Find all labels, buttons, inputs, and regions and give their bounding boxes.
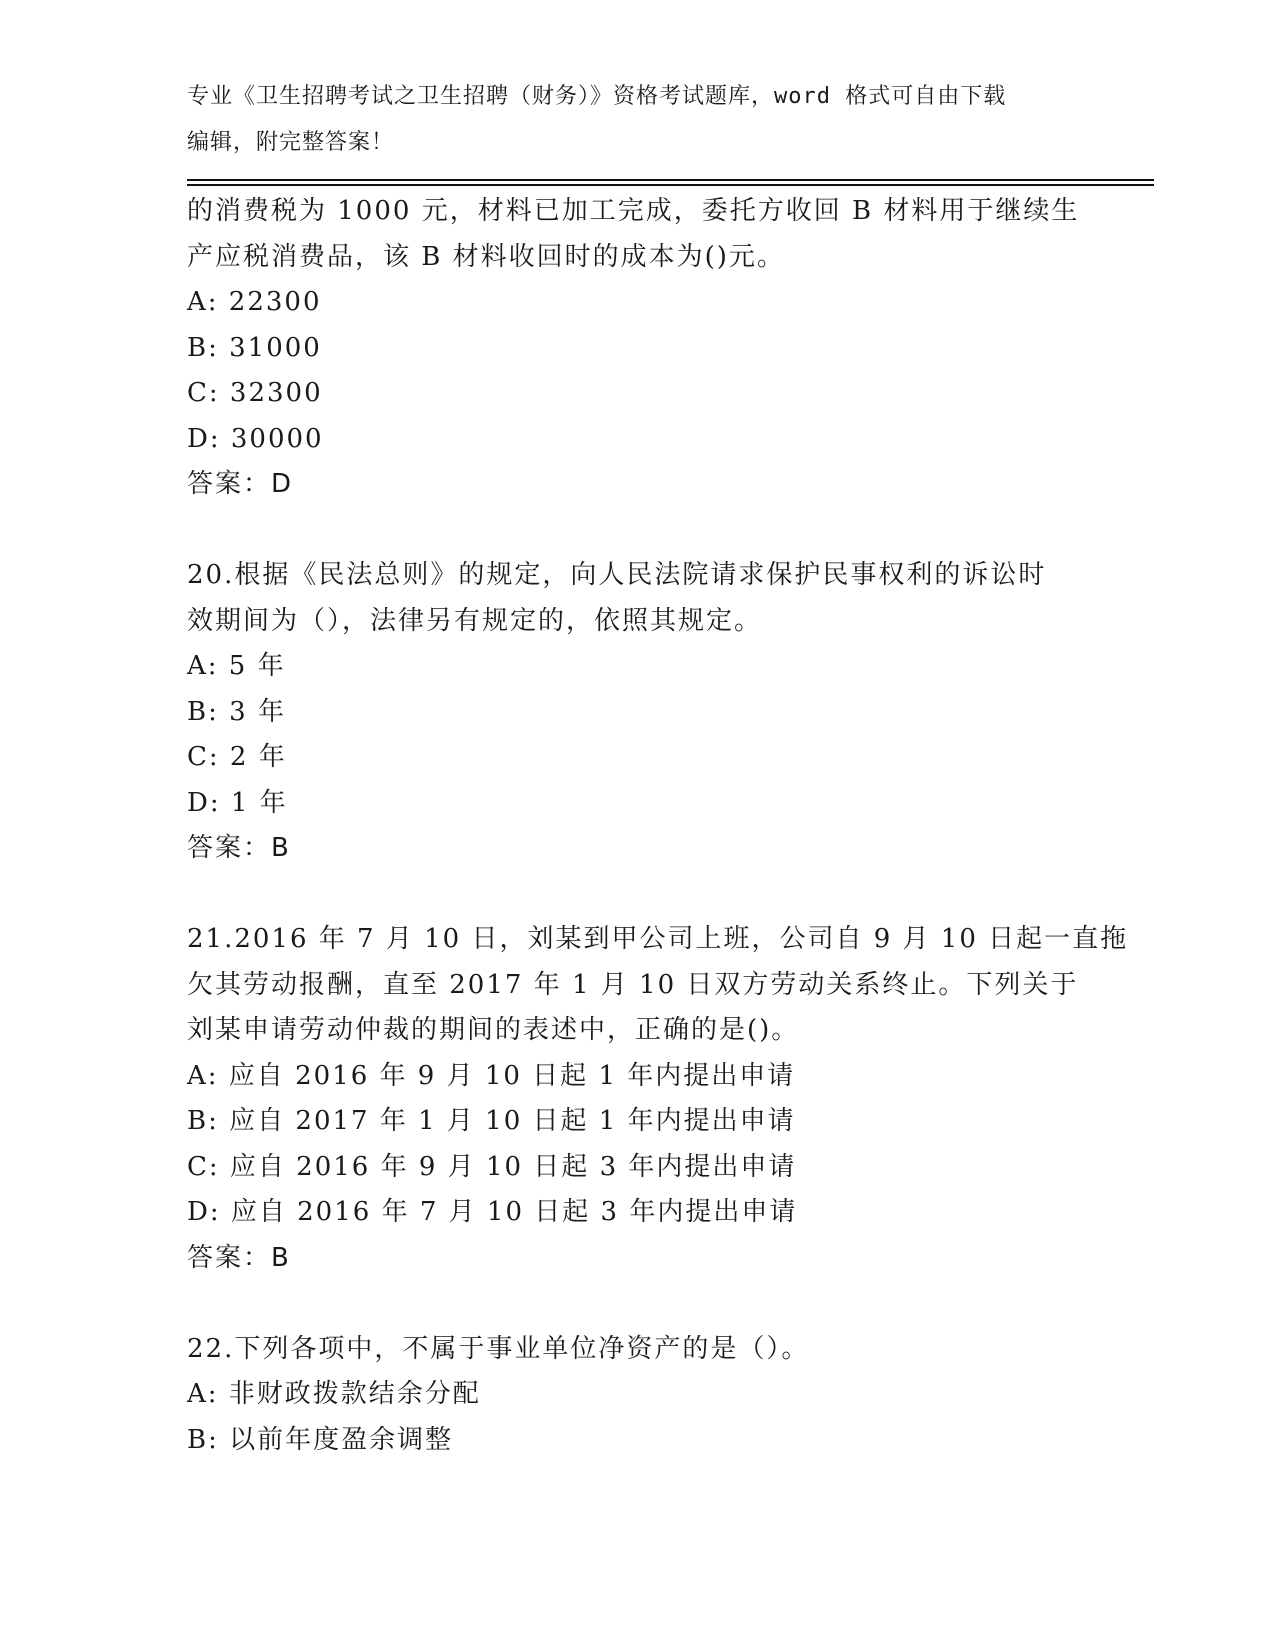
option-a: A: 22300 xyxy=(187,287,322,317)
question-20 xyxy=(187,553,1087,872)
option-a: A: 非财政拨款结余分配 xyxy=(187,1379,481,1409)
option-d: D: 30000 xyxy=(187,423,324,454)
document-body xyxy=(187,189,1129,1463)
option-d: D: 1 年 xyxy=(187,787,288,818)
question-stem-line: 欠其劳动报酬，直至 2017 年 1 月 10 日双方劳动关系终止。下列关于 xyxy=(187,969,1079,1000)
answer-line: 答案：B xyxy=(187,1242,291,1273)
option-c: C: 2 年 xyxy=(187,742,287,772)
option-b: B: 31000 xyxy=(187,332,322,363)
question-stem-line: 产应税消费品，该 B 材料收回时的成本为()元。 xyxy=(187,241,785,272)
option-a: A: 5 年 xyxy=(187,651,286,681)
question-spacer xyxy=(187,872,1087,918)
question-stem-line: 效期间为（），法律另有规定的，依照其规定。 xyxy=(187,605,763,636)
question-spacer xyxy=(187,508,1087,554)
question-19 xyxy=(187,189,1087,508)
question-stem-line: 的消费税为 1000 元，材料已加工完成，委托方收回 B 材料用于继续生 xyxy=(187,196,1080,226)
option-d: D: 应自 2016 年 7 月 10 日起 3 年内提出申请 xyxy=(187,1197,798,1227)
header-rule-top xyxy=(187,179,1154,181)
document-header xyxy=(187,74,1087,165)
header-title-line-1: 专业《卫生招聘考试之卫生招聘（财务）》资格考试题库，word 格式可自由下载 xyxy=(187,84,1007,109)
header-rule-bottom xyxy=(187,184,1154,186)
option-c: C: 32300 xyxy=(187,378,323,408)
option-b: B: 应自 2017 年 1 月 10 日起 1 年内提出申请 xyxy=(187,1106,796,1136)
question-stem-line: 22.下列各项中，不属于事业单位净资产的是（）。 xyxy=(187,1333,810,1364)
header-title-line-2: 编辑，附完整答案！ xyxy=(187,129,395,155)
option-a: A: 应自 2016 年 9 月 10 日起 1 年内提出申请 xyxy=(187,1060,796,1091)
question-spacer xyxy=(187,1281,1087,1327)
question-stem-line: 21.2016 年 7 月 10 日，刘某到甲公司上班，公司自 9 月 10 日起一直拖 xyxy=(187,924,1129,954)
question-stem-line: 刘某申请劳动仲裁的期间的表述中，正确的是()。 xyxy=(187,1015,800,1045)
question-21 xyxy=(187,917,1129,1281)
option-c: C: 应自 2016 年 9 月 10 日起 3 年内提出申请 xyxy=(187,1151,797,1182)
question-stem-line: 20.根据《民法总则》的规定，向人民法院请求保护民事权利的诉讼时 xyxy=(187,560,1047,590)
answer-line: 答案：B xyxy=(187,833,291,863)
option-b: B: 3 年 xyxy=(187,696,286,727)
answer-line: 答案：D xyxy=(187,469,294,499)
option-b: B: 以前年度盈余调整 xyxy=(187,1424,454,1455)
question-22 xyxy=(187,1327,1087,1464)
